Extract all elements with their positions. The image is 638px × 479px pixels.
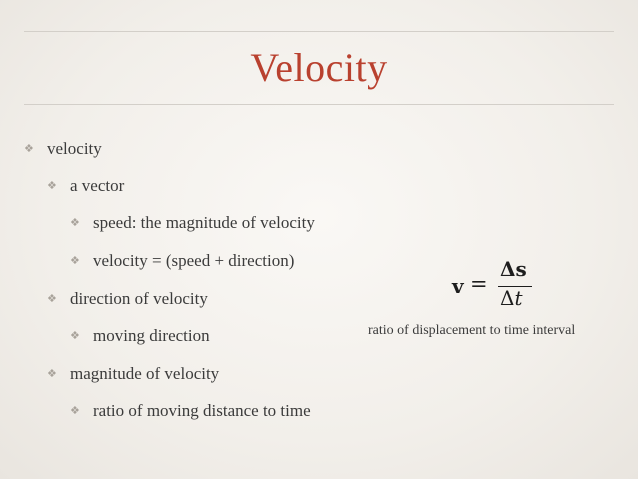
diamond-fleuron-icon: ❖ bbox=[70, 216, 80, 229]
diamond-fleuron-icon: ❖ bbox=[70, 329, 80, 342]
bullet-text: a vector bbox=[70, 176, 125, 195]
diamond-fleuron-icon: ❖ bbox=[47, 367, 57, 380]
formula-denominator bbox=[500, 286, 523, 310]
bullet-text: velocity bbox=[47, 139, 102, 158]
bullet-level3-velocity-equation bbox=[70, 250, 295, 272]
diamond-fleuron-icon: ❖ bbox=[47, 292, 57, 305]
velocity-formula bbox=[452, 257, 542, 311]
formula-numerator: Δs bbox=[500, 257, 527, 281]
bullet-level3-moving-direction bbox=[70, 325, 210, 347]
formula-equals: = bbox=[470, 272, 488, 296]
bullet-level1-velocity bbox=[24, 138, 102, 160]
bullet-level2-direction bbox=[47, 288, 208, 310]
bullet-text: speed: the magnitude of velocity bbox=[93, 213, 315, 232]
bullet-level2-magnitude bbox=[47, 363, 220, 385]
bullet-level3-ratio bbox=[70, 400, 311, 422]
formula-lhs: v bbox=[452, 274, 464, 298]
top-divider bbox=[24, 31, 614, 32]
formula-caption: ratio of displacement to time interval bbox=[368, 323, 576, 338]
diamond-fleuron-icon: ❖ bbox=[70, 254, 80, 267]
diamond-fleuron-icon: ❖ bbox=[24, 142, 34, 155]
bullet-text: moving direction bbox=[93, 326, 210, 345]
bullet-text: direction of velocity bbox=[70, 289, 208, 308]
diamond-fleuron-icon: ❖ bbox=[70, 404, 80, 417]
bullet-text: velocity = (speed + direction) bbox=[93, 251, 295, 270]
bullet-level3-speed bbox=[70, 212, 315, 234]
diamond-fleuron-icon: ❖ bbox=[47, 179, 57, 192]
denominator-variable: t bbox=[514, 286, 523, 310]
denominator-delta: Δ bbox=[500, 286, 515, 310]
bullet-text: ratio of moving distance to time bbox=[93, 401, 311, 420]
bullet-text: magnitude of velocity bbox=[70, 364, 220, 383]
bullet-level2-a-vector bbox=[47, 175, 125, 197]
slide-title: Velocity bbox=[250, 45, 388, 90]
title-divider bbox=[24, 104, 614, 105]
